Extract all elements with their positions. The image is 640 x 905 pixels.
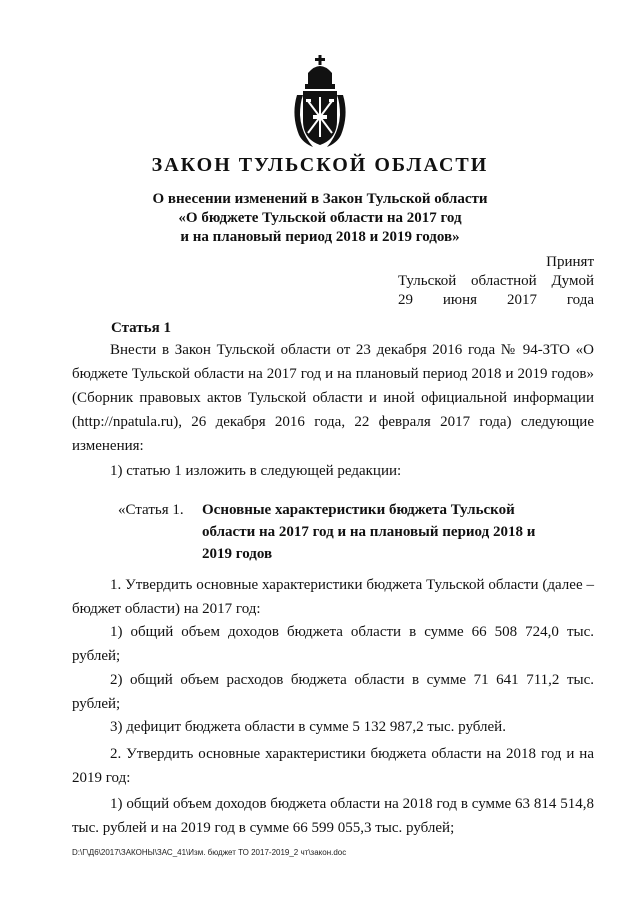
subtitle-line: «О бюджете Тульской области на 2017 год: [178, 210, 462, 226]
adopted-date-word: 29: [398, 292, 413, 308]
adopted-by: [398, 272, 594, 291]
subtitle-line: О внесении изменений в Закон Тульской области: [152, 191, 488, 207]
adopted-date-word: года: [566, 292, 594, 308]
subtitle-line: и на плановый период 2018 и 2019 годов»: [180, 229, 460, 245]
list-item: 1) общий объем доходов бюджета области в сумме 66 508 724,0 тыс. рублей;: [72, 624, 594, 664]
law-title: ЗАКОН ТУЛЬСКОЙ ОБЛАСТИ: [151, 154, 489, 176]
article-paragraph: 1) статью 1 изложить в следующей редакции:: [110, 463, 402, 479]
list-item: 2) общий объем расходов бюджета области в сумме 71 641 711,2 тыс. рублей;: [72, 672, 594, 712]
quoted-article-label: «Статья 1.: [118, 502, 184, 518]
tula-coat-of-arms-emblem: [291, 55, 349, 150]
adopted-date-word: июня: [442, 292, 478, 308]
list-item: 1) общий объем доходов бюджета области на 2018 год в сумме 63 814 514,8 тыс. рублей и на 2019 год в сумме 66 599 055,3 тыс. рублей;: [72, 796, 594, 836]
adopted-by-word: областной: [471, 273, 537, 289]
list-item: 1. Утвердить основные характеристики бюджета Тульской области (далее – бюджет области) на 2017 год:: [72, 577, 594, 617]
adopted-date: [398, 291, 594, 310]
adoption-block: [398, 253, 594, 310]
list-item: 3) дефицит бюджета области в сумме 5 132 987,2 тыс. рублей.: [110, 719, 506, 735]
quoted-article-title: Основные характеристики бюджета Тульской области на 2017 год и на плановый период 2018 и 2019 годов: [202, 502, 536, 562]
list-item: 2. Утвердить основные характеристики бюджета области на 2018 год и на 2019 год:: [72, 746, 594, 786]
adopted-by-word: Тульской: [398, 273, 457, 289]
article-heading: Статья 1: [111, 320, 171, 336]
law-subtitle: [0, 190, 640, 247]
adopted-date-word: 2017: [506, 292, 537, 308]
adopted-by-word: Думой: [551, 273, 594, 289]
adopted-label: Принят: [546, 254, 594, 270]
file-path-footer: D:\Г\Д6\2017\ЗАКОНЫ\ЗАС_41\Изм. бюджет ТО 2017-2019_2 чт\закон.doc: [72, 848, 347, 857]
article-paragraph: Внести в Закон Тульской области от 23 декабря 2016 года № 94-ЗТО «О бюджете Тульской области на 2017 год и на плановый период 2018 и 2019 годов» (Сборник правовых актов Тульской области и иной официальной информации (http://npatula.ru), 26 декабря 2016 года, 22 февраля 2017 года) следующие изменения:: [72, 342, 594, 454]
